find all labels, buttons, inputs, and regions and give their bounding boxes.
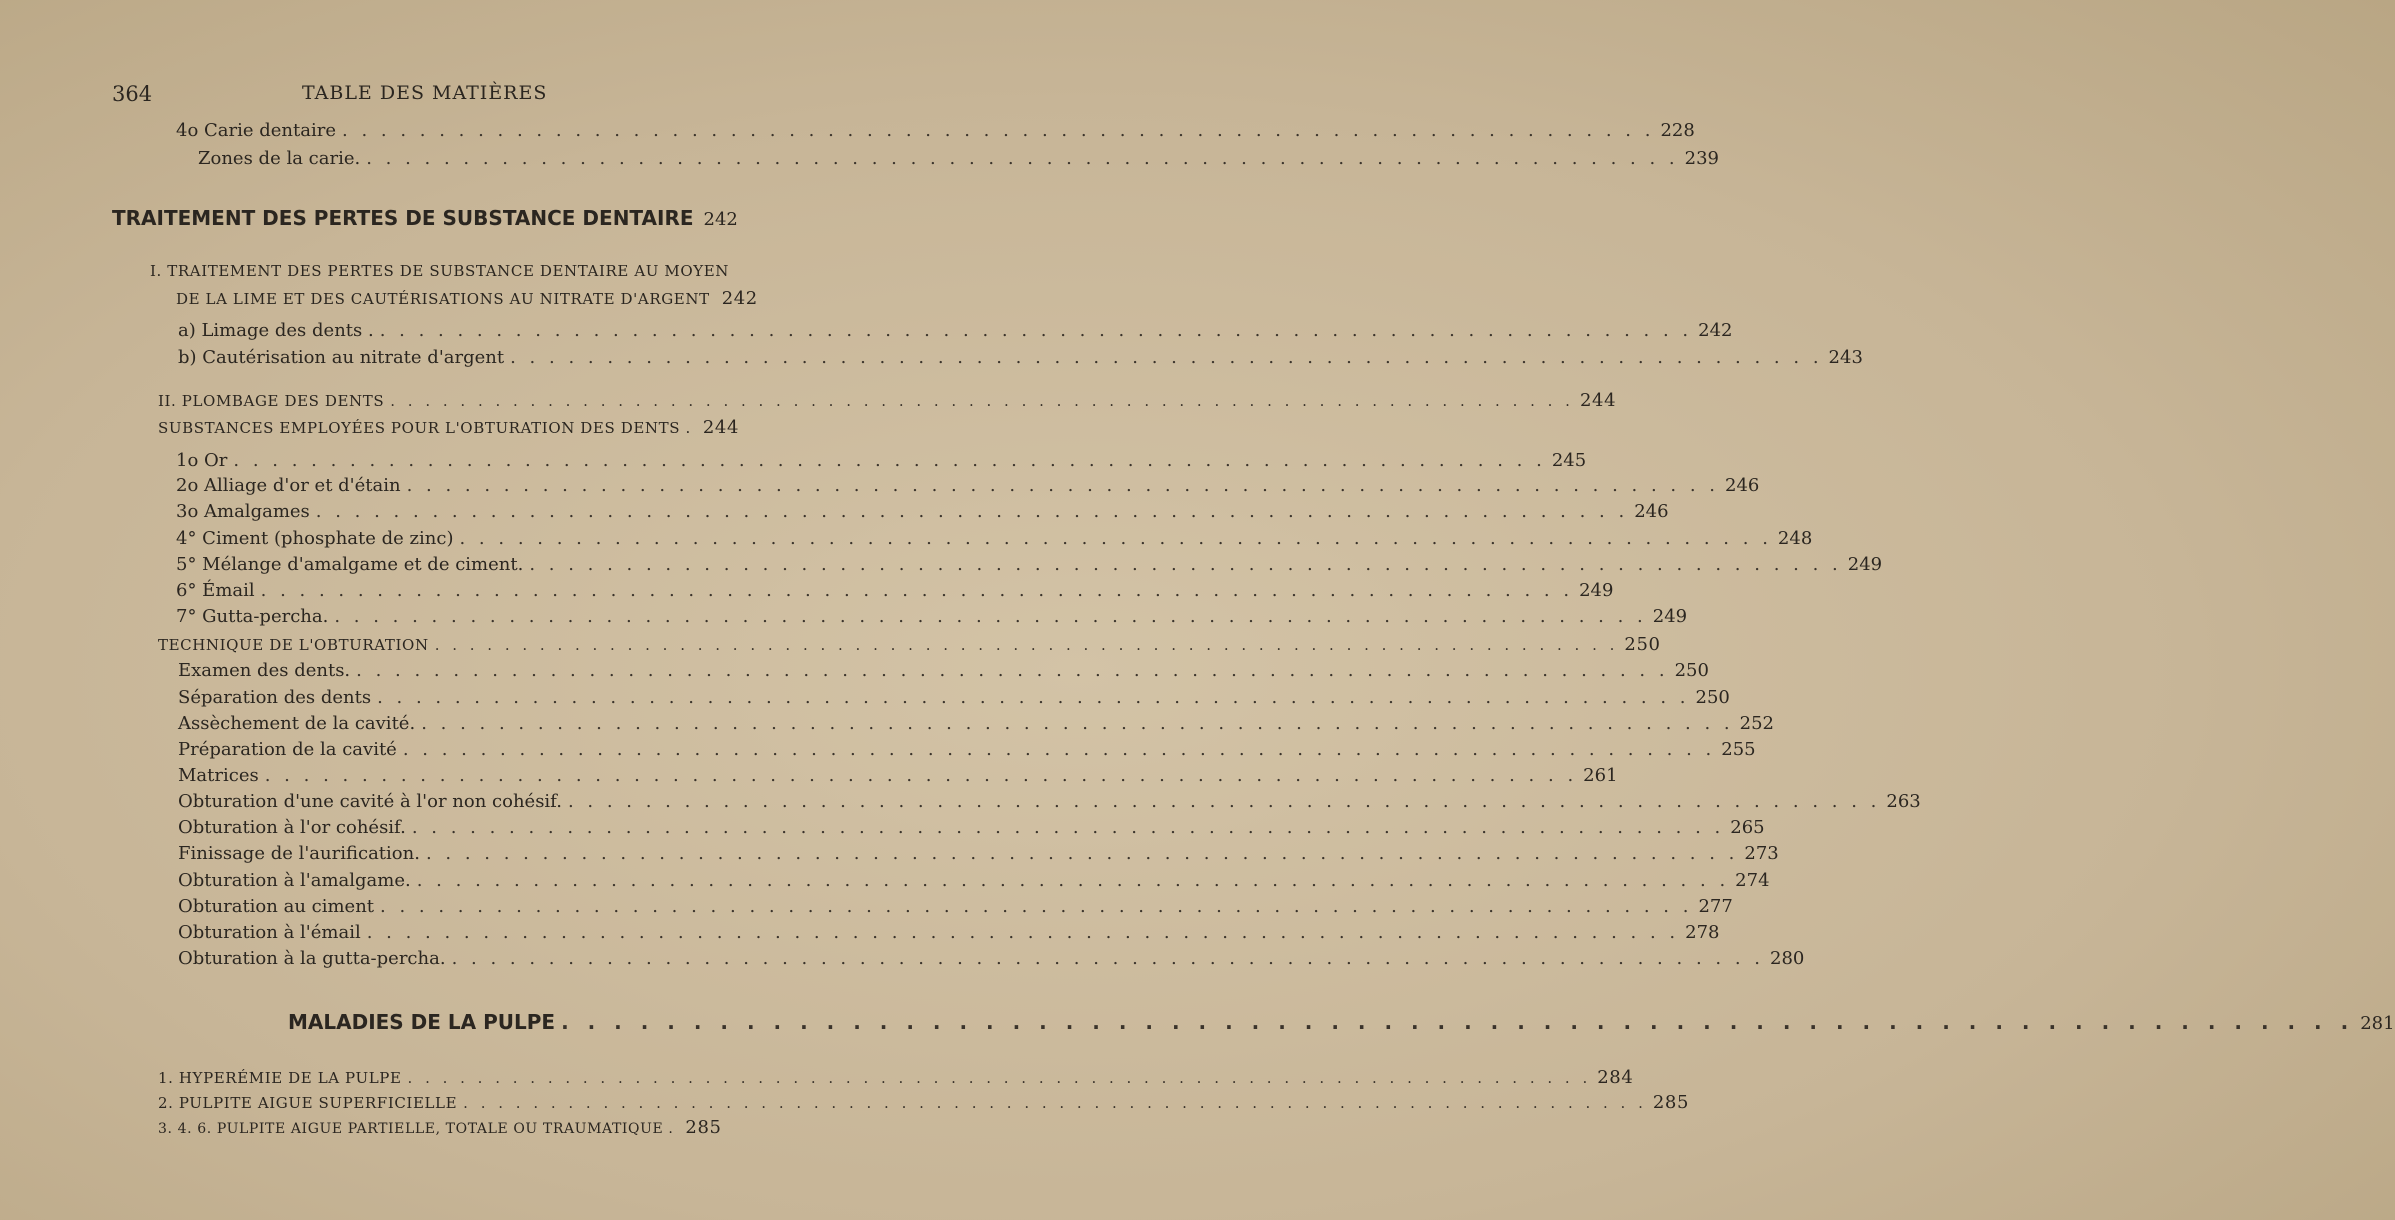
page-header bbox=[112, 82, 712, 112]
toc-entry: Obturation à l'amalgame. . . . 274 bbox=[178, 870, 710, 900]
toc-entry: 7° Gutta-percha. . . . 249 bbox=[176, 606, 710, 636]
toc-entry: SUBSTANCES EMPLOYÉES POUR L'OBTURATION DES DENTS . 244 bbox=[158, 417, 740, 438]
toc-entry: 1o Or . . . 245 bbox=[176, 450, 710, 480]
toc-entry: 4° Ciment (phosphate de zinc) . . . 248 bbox=[176, 528, 710, 558]
toc-entry: Obturation à l'or cohésif. . . . 265 bbox=[178, 817, 710, 847]
running-title: TABLE DES MATIÈRES bbox=[302, 82, 548, 104]
toc-entry: 4o Carie dentaire . . . 228 bbox=[176, 120, 710, 150]
toc-entry: Obturation au ciment . . . 277 bbox=[178, 896, 710, 926]
toc-entry: a) Limage des dents . . . . 242 bbox=[178, 320, 710, 350]
toc-entry: Obturation à l'émail . . . 278 bbox=[178, 922, 710, 952]
toc-entry: 1. HYPERÉMIE DE LA PULPE . . . 284 bbox=[158, 1067, 710, 1097]
part-heading-line: I. TRAITEMENT DES PERTES DE SUBSTANCE DENTAIRE AU MOYEN bbox=[150, 262, 729, 280]
section-heading: MALADIES DE LA PULPE . . . 281 bbox=[288, 1010, 710, 1040]
toc-entry: Finissage de l'aurification. . . . 273 bbox=[178, 843, 710, 873]
toc-entry: TECHNIQUE DE L'OBTURATION . . . 250 bbox=[158, 634, 710, 664]
toc-entry: 3. 4. 6. PULPITE AIGUE PARTIELLE, TOTALE OU TRAUMATIQUE . 285 bbox=[158, 1117, 722, 1138]
toc-entry: Préparation de la cavité . . . 255 bbox=[178, 739, 710, 769]
toc-entry: Zones de la carie. . . . 239 bbox=[198, 148, 710, 178]
toc-entry: 2o Alliage d'or et d'étain . . . 246 bbox=[176, 475, 710, 505]
toc-entry: 5° Mélange d'amalgame et de ciment. . . . 249 bbox=[176, 554, 710, 584]
toc-entry: II. PLOMBAGE DES DENTS . . . 244 bbox=[158, 390, 710, 420]
section-heading: TRAITEMENT DES PERTES DE SUBSTANCE DENTAIRE 242 bbox=[112, 206, 738, 230]
toc-entry: b) Cautérisation au nitrate d'argent . . . 243 bbox=[178, 347, 710, 377]
toc-entry: 3o Amalgames . . . 246 bbox=[176, 501, 710, 531]
toc-entry: Séparation des dents . . . 250 bbox=[178, 687, 710, 717]
toc-entry: Matrices . . . 261 bbox=[178, 765, 710, 795]
toc-entry: Obturation d'une cavité à l'or non cohésif. . . . 263 bbox=[178, 791, 710, 821]
toc-entry: Assèchement de la cavité. . . . 252 bbox=[178, 713, 710, 743]
part-heading-line: DE LA LIME ET DES CAUTÉRISATIONS AU NITRATE D'ARGENT 242 bbox=[176, 288, 758, 309]
toc-entry: 2. PULPITE AIGUE SUPERFICIELLE . . . 285 bbox=[158, 1092, 710, 1122]
page-number: 364 bbox=[112, 82, 153, 106]
toc-entry: Obturation à la gutta-percha. . . . 280 bbox=[178, 948, 710, 978]
toc-entry: Examen des dents. . . . 250 bbox=[178, 660, 710, 690]
toc-entry: 6° Émail . . . 249 bbox=[176, 580, 710, 610]
